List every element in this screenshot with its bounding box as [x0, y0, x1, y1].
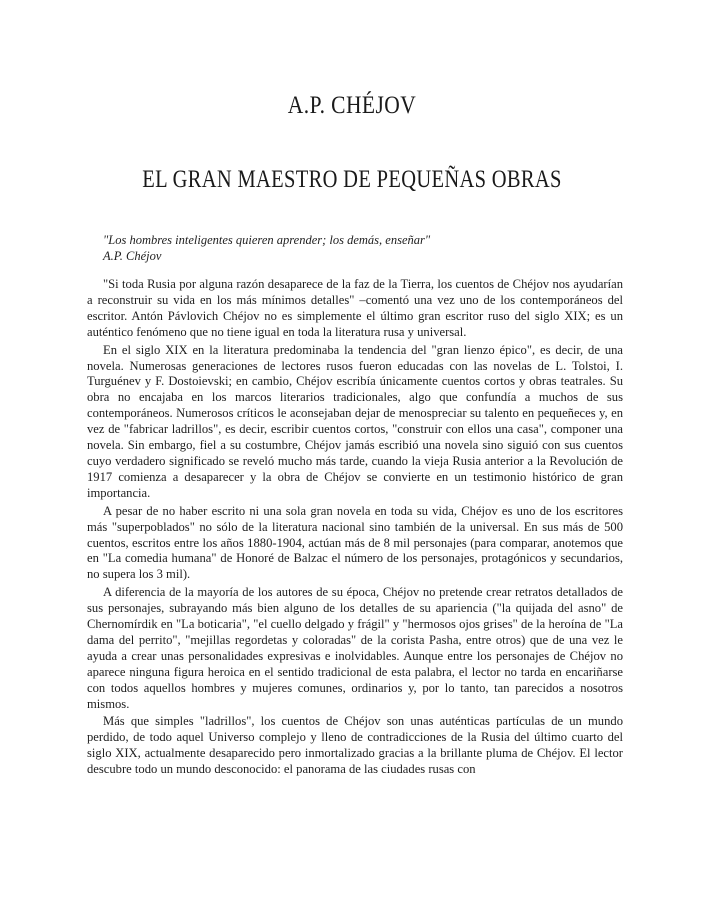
epigraph	[103, 232, 430, 264]
epigraph-attribution: A.P. Chéjov	[103, 249, 162, 263]
paragraph: Más que simples "ladrillos", los cuentos de Chéjov son unas auténticas partículas de un mundo perdido, de todo aquel Universo complejo y lleno de contradicciones de la Rusia del último cuarto del siglo XIX, actualmente desaparecido pero inmortalizado gracias a la brillante pluma de Chéjov. El lector descubre todo un mundo desconocido: el panorama de las ciudades rusas con	[87, 714, 623, 777]
paragraph: En el siglo XIX en la literatura predominaba la tendencia del "gran lienzo épico", es decir, de una novela. Numerosas generaciones de lectores rusos fueron educadas con las novelas de L. Tolstoi, I. Turguénev y F. Dostoievski; en cambio, Chéjov escribía únicamente cuentos cortos y obras teatrales. Su obra no encajaba en los marcos literarios tradicionales, algo que confundía a muchos de sus contemporáneos. Numerosos críticos le aconsejaban dejar de menospreciar su talento en pequeñeces y, en vez de "fabricar ladrillos", es decir, escribir cuentos cortos, "construir con ellos una casa", componer una novela. Sin embargo, fiel a su costumbre, Chéjov jamás escribió una novela sino siguió con sus cuentos cuyo verdadero significado se reveló mucho más tarde, cuando la vieja Rusia anterior a la Revolución de 1917 comienza a desaparecer y la obra de Chéjov se convierte en un testimonio histórico de gran importancia.	[87, 342, 623, 500]
body-text	[87, 277, 623, 780]
paragraph: "Si toda Rusia por alguna razón desaparece de la faz de la Tierra, los cuentos de Chéjov nos ayudarían a reconstruir su vida en los más mínimos detalles" –comentó una vez uno de los contemporáneos del escritor. Antón Pávlovich Chéjov no es simplemente el último gran escritor ruso del siglo XIX; es un auténtico fenómeno que no tiene igual en toda la literatura rusa y universal.	[87, 277, 623, 339]
paragraph: A diferencia de la mayoría de los autores de su época, Chéjov no pretende crear retratos detallados de sus personajes, subrayando más bien alguno de los detalles de su apariencia ("la quijada del asno" de Chernomírdik en "La boticaria", "el cuello delgado y frágil" y "hermosos ojos grises" de la heroína de "La dama del perrito", "mejillas regordetas y coloradas" de la corista Pasha, entre otros) que de una vez le ayuda a crear unas personalidades expresivas e inolvidables. Aunque entre los personajes de Chéjov no aparece ninguna figura heroica en el sentido tradicional de esta palabra, el lector no tarda en encariñarse con todos aquellos hombres y mujeres comunes, ordinarios y, por lo tanto, tan parecidos a nosotros mismos.	[87, 585, 623, 711]
paragraph: A pesar de no haber escrito ni una sola gran novela en toda su vida, Chéjov es uno de los escritores más "superpoblados" no sólo de la literatura nacional sino también de la universal. En sus más de 500 cuentos, escritos entre los años 1880-1904, actúan más de 8 mil personajes (para comparar, anotemos que en "La comedia humana" de Honoré de Balzac el número de los personajes, protagónicos y secundarios, no supera los 3 mil).	[87, 503, 623, 582]
chapter-title: EL GRAN MAESTRO DE PEQUEÑAS OBRAS	[142, 166, 562, 193]
author-heading: A.P. CHÉJOV	[287, 92, 417, 119]
epigraph-quote: "Los hombres inteligentes quieren aprender; los demás, enseñar"	[103, 233, 431, 247]
